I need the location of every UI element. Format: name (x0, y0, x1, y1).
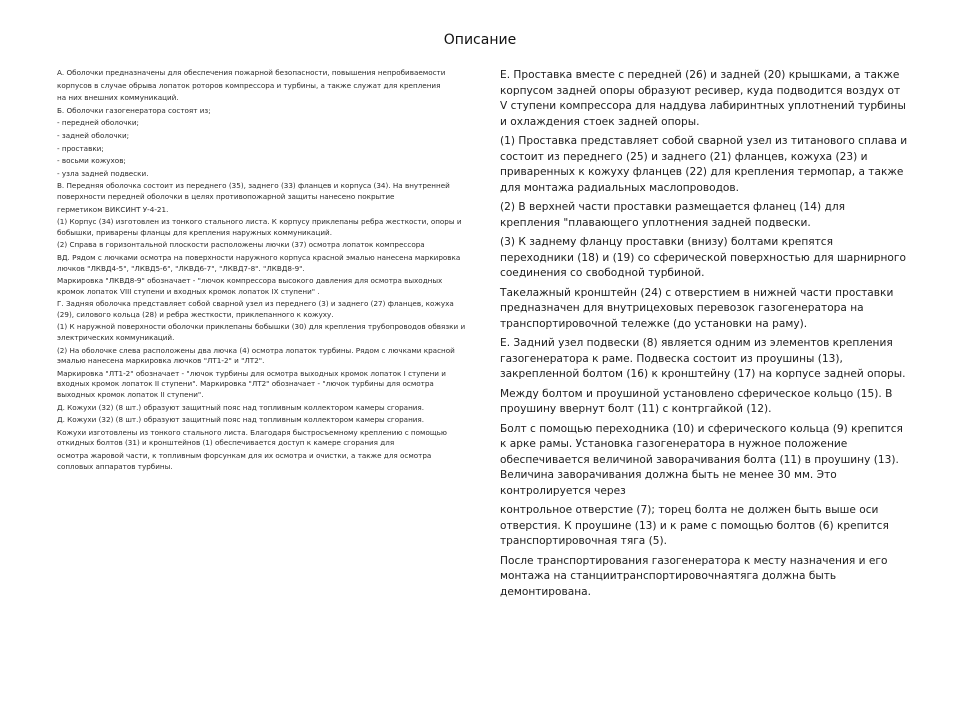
paragraph: на них внешних коммуникаций. (57, 93, 179, 103)
paragraph: (2) В верхней части проставки размещается фланец (14) для крепления "плавающего уплотнения задней подвески. (500, 201, 845, 229)
paragraph: (3) К заднему фланцу проставки (внизу) болтами крепятся переходники (18) и (19) со сферической поверхностью для шарнирного соединения со свободной турбиной. (500, 236, 906, 279)
list-item: - проставки; (57, 143, 104, 153)
paragraph: Кожухи изготовлены из тонкого стального листа. Благодаря быстросъемному креплению с помощью откидных болтов (31) и кронштейнов (1) обеспечивается доступ к камере сгорания для (57, 427, 447, 448)
paragraph: Д. Кожухи (32) (8 шт.) образуют защитный пояс над топливным коллектором камеры сгорания. (57, 402, 425, 412)
left-text-column (57, 68, 467, 474)
paragraph: Такелажный кронштейн (24) с отверстием в нижней части проставки предназначен для внутрицеховых перевозок газогенератора на транспортировочной тележке (до установки на раму). (500, 286, 894, 330)
paragraph: ВД. Рядом с лючками осмотра на поверхности наружного корпуса красной эмалью нанесена маркировка лючков "ЛКВД4-5", "ЛКВД5-6", "ЛКВД6-7", "ЛКВД7-8". "ЛКВД8-9". (57, 252, 461, 273)
list-item: - узла задней подвески. (57, 168, 149, 178)
paragraph: корпусов в случае обрыва лопаток роторов компрессора и турбины, а также служат для крепления (57, 80, 441, 90)
paragraph: Б. Оболочки газогенератора состоят из; (57, 105, 211, 115)
right-text-column (500, 68, 908, 604)
list-item: - задней оболочки; (57, 130, 130, 140)
paragraph: А. Оболочки предназначены для обеспечения пожарной безопасности, повышения непробиваемости (57, 68, 446, 77)
list-item: - восьми кожухов; (57, 156, 126, 166)
page-title: Описание (443, 32, 517, 48)
paragraph: (1) К наружной поверхности оболочки приклепаны бобышки (30) для крепления трубопроводов обвязки и электрических коммуникаций. (57, 322, 466, 343)
paragraph: Г. Задняя оболочка представляет собой сварной узел из переднего (3) и заднего (27) фланцев, кожуха (29), силового кольца (28) и ребра жесткости, приклепанного к кожуху. (57, 299, 454, 319)
paragraph: герметиком ВИКСИНТ У-4-21. (57, 204, 169, 214)
paragraph: Болт с помощью переходника (10) и сферического кольца (9) крепится к арке рамы. Установка газогенератора в нужное положение обеспечивается величиной заворачивания болта (11) в проушину (13). Величина заворачивания должна быть не менее 30 мм. Это контролируется через (500, 422, 903, 497)
paragraph: Е. Проставка вместе с передней (26) и задней (20) крышками, а также корпусом задней опоры образуют ресивер, куда подводится воздух от V ступени компрессора для наддува лабиринтных уплотнений турбины и охлаждения стоек задней опоры. (500, 69, 906, 128)
paragraph: (2) На оболочке слева расположены два лючка (4) осмотра лопаток турбины. Рядом с лючками красной эмалью нанесена маркировка лючков "ЛТ1-2" и "ЛТ2". (57, 345, 455, 366)
paragraph: (2) Справа в горизонтальной плоскости расположены лючки (37) осмотра лопаток компрессора (57, 240, 425, 250)
paragraph: Е. Задний узел подвески (8) является одним из элементов крепления газогенератора к раме. Подвеска состоит из проушины (13), закрепленной болтом (16) к кронштейну (17) на корпусе задней опоры. (500, 337, 906, 380)
paragraph: Маркировка "ЛТ1-2" обозначает - "лючок турбины для осмотра выходных кромок лопаток I ступени и входных кромок лопаток II ступени". Маркировка "ЛТ2" обозначает - "лючок турбины для осмотра выходных кромок лопаток II ступени". (57, 368, 446, 400)
paragraph: контрольное отверстие (7); торец болта не должен быть выше оси отверстия. К проушине (13) и к раме с помощью болтов (6) крепится транспортировочная тяга (5). (500, 504, 889, 547)
list-item: - передней оболочки; (57, 118, 139, 128)
paragraph: Между болтом и проушиной установлено сферическое кольцо (15). В проушину ввернут болт (11) с контргайкой (12). (500, 387, 893, 415)
paragraph: Д. Кожухи (32) (8 шт.) образуют защитный пояс над топливным коллектором камеры сгорания. (57, 415, 425, 425)
paragraph: осмотра жаровой части, к топливным форсункам для их осмотра и очистки, а также для осмотра сопловых аппаратов турбины. (57, 451, 432, 471)
paragraph: (1) Корпус (34) изготовлен из тонкого стального листа. К корпусу приклепаны ребра жесткости, опоры и бобышки, приварены фланцы для крепления наружных коммуникаций. (57, 217, 462, 237)
paragraph: После транспортирования газогенератора к месту назначения и его монтажа на станциитранспортировочнаятяга должна быть демонтирована. (500, 554, 888, 598)
paragraph: Маркировка "ЛКВД8-9" обозначает - "лючок компрессора высокого давления для осмотра выходных кромок лопаток VIII ступени и входных кромок лопаток IX ступени" . (57, 276, 443, 296)
paragraph: В. Передняя оболочка состоит из переднего (35), заднего (33) фланцев и корпуса (34). На внутренней поверхности передней оболочки в целях противопожарной защиты нанесено покрытие (57, 181, 450, 201)
paragraph: (1) Проставка представляет собой сварной узел из титанового сплава и состоит из переднего (25) и заднего (21) фланцев, кожуха (23) и приваренных к кожуху фланцев (22) для крепления термопар, а также для монтажа радиальных маслопроводов. (500, 135, 908, 194)
